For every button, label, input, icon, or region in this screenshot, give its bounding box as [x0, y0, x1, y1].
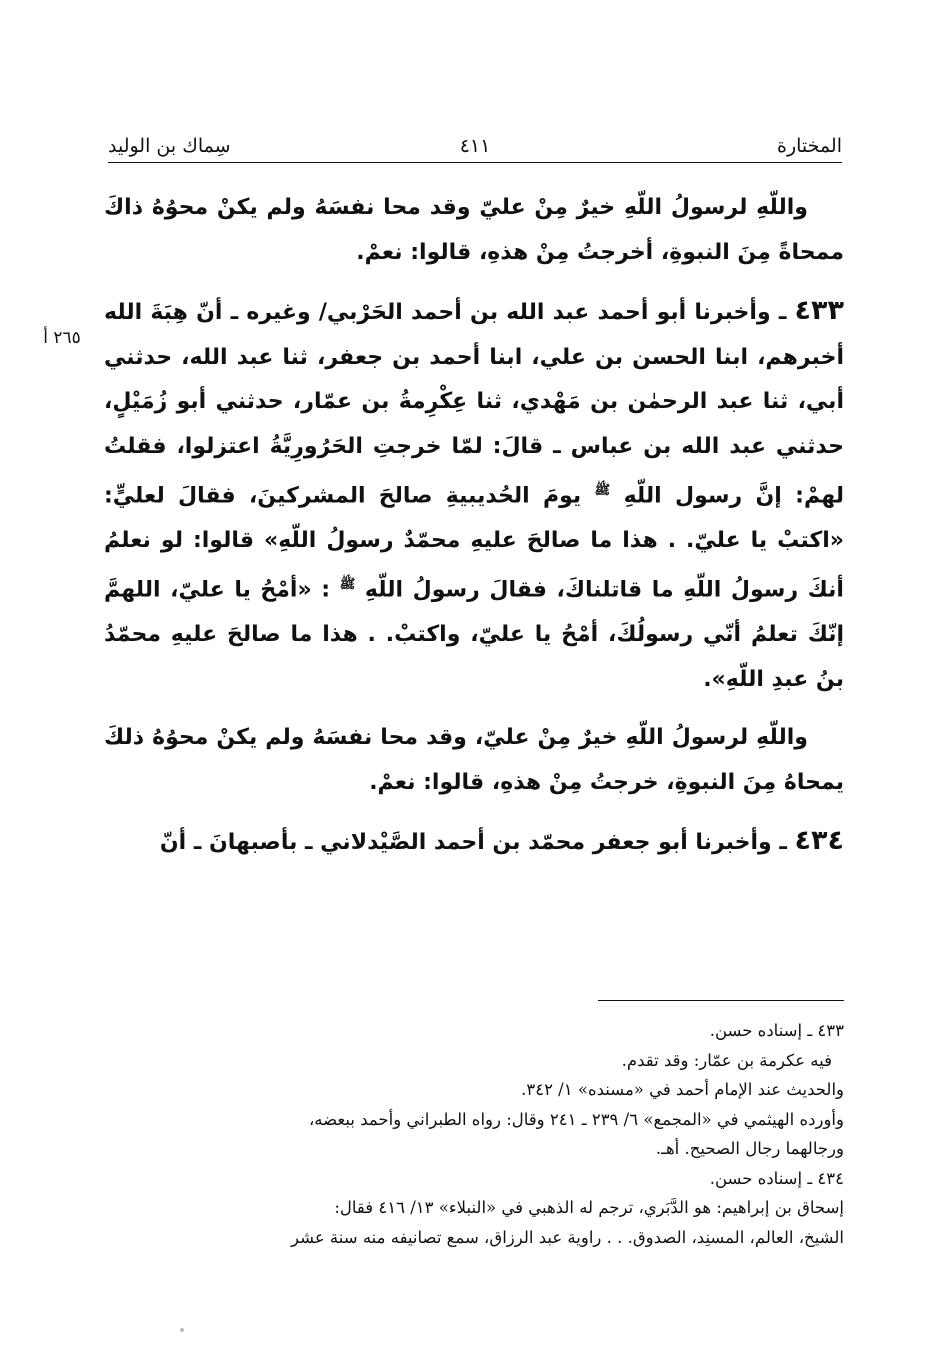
main-text: [104, 186, 844, 866]
footnote-line: فيه عكرمة بن عمّار: وقد تقدم.: [621, 1050, 832, 1070]
footnote-line: وأورده الهيثمي في «المجمع» ٦/ ٢٣٩ ـ ٢٤١ وقال: رواه الطبراني وأحمد ببعضه،: [308, 1109, 844, 1129]
footnote-line: الشيخ، العالم، المسنِد، الصدوق. . . راوية عبد الرزاق، سمع تصانيفه منه سنة عشر: [291, 1227, 844, 1247]
header-divider: [108, 162, 842, 163]
paragraph-line: واللّهِ لرسولُ اللّهِ خيرٌ مِنْ عليّ، وقد محا نفسَهُ ولم يكنْ محوُهُ: [152, 725, 808, 751]
book-title: المختارة: [777, 135, 842, 157]
hadith-text: ـ وأخبرنا أبو جعفر محمّد بن أحمد الصَّيْدلاني ـ بأصبهانَ ـ أنّ: [159, 830, 787, 856]
paragraph-line: ذاكَ ممحاةً مِنَ النبوةِ، أخرجتُ مِنْ هذهِ، قالوا: نعمْ.: [104, 195, 844, 265]
footnote-line: إسحاق بن إبراهيم: هو الدَّبَري، ترجم له الذهبي في «النبلاء» ١٣/ ٤١٦ فقال:: [334, 1198, 844, 1217]
hadith-number: ٤٣٤: [794, 825, 844, 857]
footnote-divider: [598, 1000, 844, 1001]
chapter-title: سِماك بن الوليد: [108, 135, 231, 157]
salla-ligature-icon: ﷺ: [339, 577, 356, 593]
footnote-heading: ٤٣٤ ـ إسناده حسن.: [709, 1168, 844, 1188]
closing-paragraph: [104, 716, 844, 805]
hadith-text: : «أمْحُ يا عليّ، اللهمَّ إنّكَ تعلمُ أنّي رسولُكَ، أمْحُ يا عليّ، واكتبْ. . هذا ما صالحَ عليهِ محمّدُ بنُ عبدِ اللّهِ».: [104, 577, 844, 692]
footnote-line: والحديث عند الإمام أحمد في «مسنده» ١/ ٣٤٢.: [521, 1080, 844, 1099]
footnote-line: ورجالهما رجال الصحيح. أهـ.: [655, 1139, 844, 1158]
hadith-434: [104, 819, 844, 866]
footnotes: [104, 1016, 844, 1252]
footnote-heading: ٤٣٣ ـ إسناده حسن.: [709, 1021, 844, 1040]
hadith-433: [104, 289, 844, 702]
running-header: [108, 132, 842, 162]
page-number: ٤١١: [459, 135, 491, 157]
manuscript-folio-note: ٢٦٥ أ: [43, 328, 81, 348]
hadith-text: يومَ الحُديبيةِ صالحَ المشركينَ، فقالَ لعليٍّ: «اكتبْ يا عليّ. . هذا ما صالحَ عليهِ محمّدٌ رسولُ اللّهِ» قالوا: لو نعلمُ أنكَ رسولُ اللّهِ ما قاتلناكَ، فقالَ رسولُ اللّهِ: [104, 483, 844, 603]
hadith-number: ٤٣٣: [794, 295, 844, 326]
salla-ligature-icon: ﷺ: [594, 483, 611, 498]
scan-speck: [180, 1328, 184, 1332]
continuation-paragraph: [104, 186, 844, 275]
paragraph-line: ذلكَ يمحاهُ مِنَ النبوةِ، خرجتُ مِنْ هذهِ، قالوا: نعمْ.: [104, 725, 844, 795]
hadith-text: ـ وأخبرنا أبو أحمد عبد الله بن أحمد الحَرْبي/ وغيره ـ أنّ هِبَةَ الله أخبرهم، ابنا الحسن بن علي، ابنا أحمد بن جعفر، ثنا عبد الله، حدثني أبي، ثنا عبد الرحمٰن بن مَهْدي، ثنا عِكْرِمةُ بن عمّار، حدثني أبو زُمَيْلٍ، حدثني عبد الله بن عباس ـ قالَ: لمّا خرجتِ الحَرُورِيَّةُ اعتزلوا، فقلتُ لهمْ: إنَّ رسول اللّهِ: [104, 300, 844, 509]
paragraph-line: واللّهِ لرسولُ اللّهِ خيرٌ مِنْ عليّ وقد محا نفسَهُ ولم يكنْ محوُهُ: [151, 195, 808, 220]
